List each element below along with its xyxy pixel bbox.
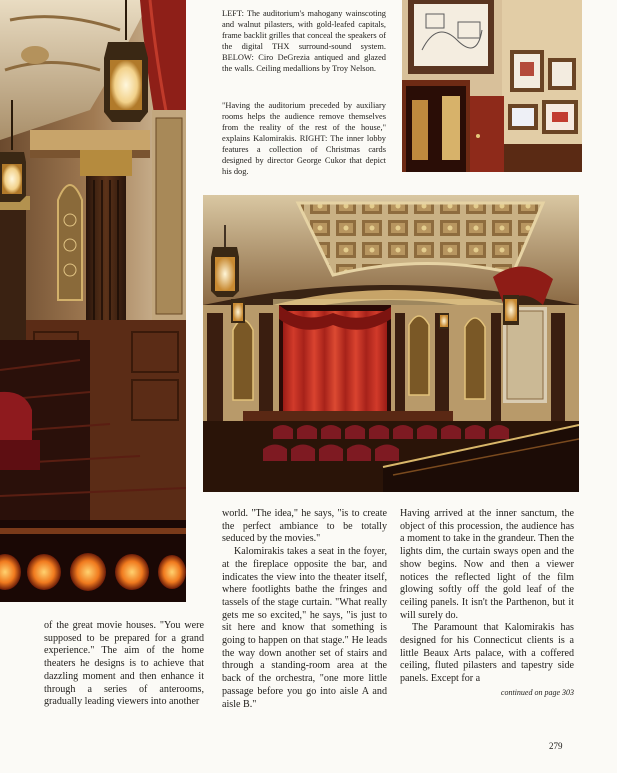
photo-auditorium-corner: [0, 0, 186, 602]
photo-inner-lobby: [402, 0, 582, 172]
caption-inner-lobby: "Having the auditorium preceded by auxiliary rooms helps the audience remove themselves from the reality of the rest of the house," explains Kalomirakis. RIGHT: The inner lobby features a collection of Christmas cards designed by director George Cukor that depict his dog.: [222, 101, 386, 176]
article-column-3: [400, 508, 574, 700]
photo-auditorium-stage: [203, 195, 579, 492]
caption-auditorium-wainscoting: LEFT: The auditorium's mahogany wainscoting and walnut pilasters, with gold-leafed capitals, frame backlit grilles that conceal the speakers of the digital THX surround-sound system. BELOW: Ciro DeGrezia antiqued and glazed the walls. Ceiling medallions by Troy Nelson.: [222, 9, 386, 73]
article-paragraph: Having arrived at the inner sanctum, the object of this procession, the audience has a moment to take in the grandeur. Then the lights dim, the curtain sways open and the show begins. Now and then a viewer notices the reflected light of the film glowing softly off the gold leaf of the ceiling panels. It isn't the Parthenon, but it will surely do.: [400, 508, 574, 621]
article-column-2: [222, 508, 387, 711]
article-paragraph: world. "The idea," he says, "is to create the perfect ambiance to be totally seduced by the movies.": [222, 508, 387, 545]
article-paragraph: The Paramount that Kalomirakis has designed for his Connecticut clients is a little Beaux Arts palace, with a coffered ceiling, fluted pilasters and tapestry side panels. Except for a: [400, 622, 574, 685]
article-paragraph: of the great movie houses. "You were supposed to be prepared for a grand experience." The aim of the home theaters he designs is to achieve that dazzling moment and then enhance it through a series of anterooms, gradually leading viewers into another: [44, 620, 204, 708]
article-paragraph: Kalomirakis takes a seat in the foyer, at the fireplace opposite the bar, and indicates the view into the theater itself, where footlights bathe the fringes and tassels of the stage curtain. "What really gets me so excited," he says, "is just to sit here and know that something is going to happen on that stage." He leads the way down another set of stairs and through a standing-room area at the back of the orchestra, "one more little passage before you go into aisle A and aisle B.": [222, 546, 387, 710]
article-column-1: [44, 620, 204, 709]
page-number: 279: [549, 741, 563, 751]
continued-note: continued on page 303: [500, 687, 574, 697]
